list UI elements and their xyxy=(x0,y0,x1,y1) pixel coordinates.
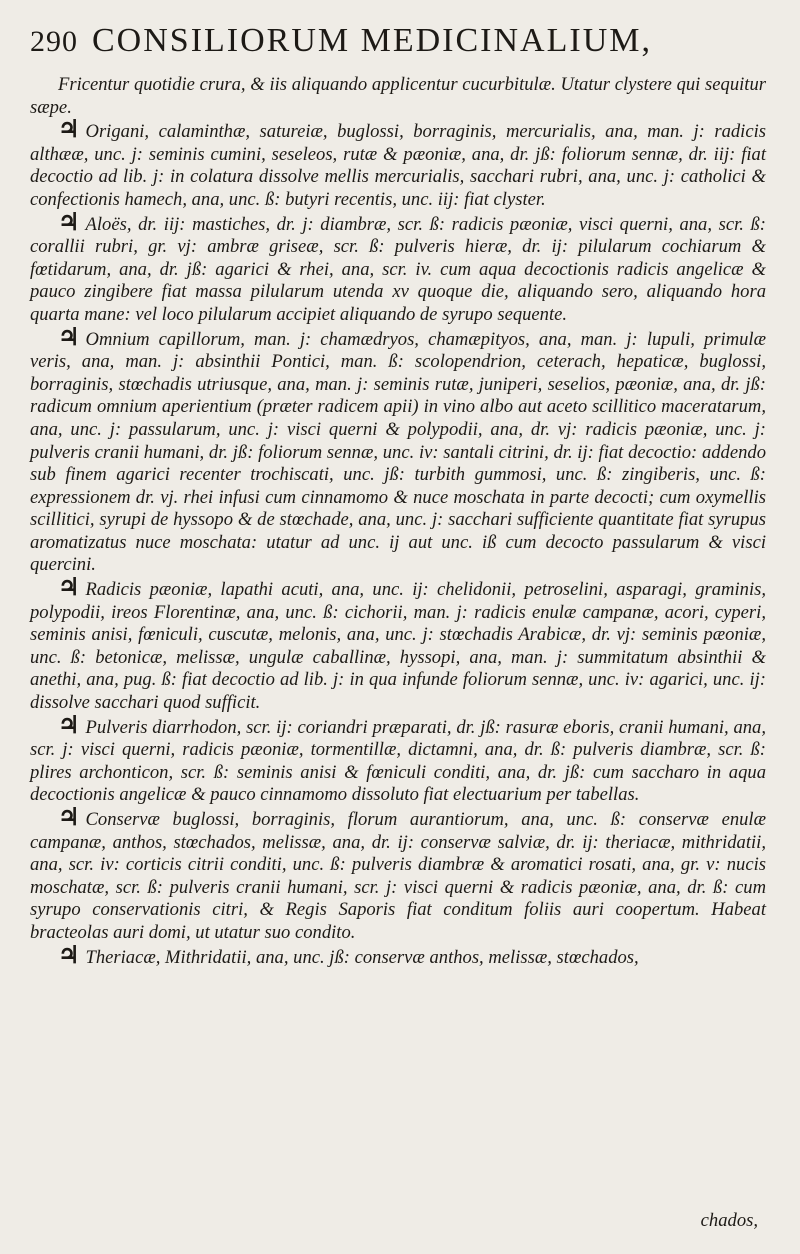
recipe-symbol-icon: ♃ xyxy=(58,805,80,831)
running-title: CONSILIORUM MEDICINALIUM, xyxy=(92,22,652,59)
paragraph xyxy=(30,74,766,119)
recipe-symbol-icon: ♃ xyxy=(58,117,80,144)
recipe-symbol-icon: ♃ xyxy=(58,209,80,236)
paragraph xyxy=(30,807,766,945)
recipe-symbol-icon: ♃ xyxy=(58,324,80,351)
paragraph-text: Origani, calaminthæ, satureiæ, buglossi, borraginis, mercurialis, ana, man. j: radicis althææ, unc. j: seminis cumini, seseleos, rutæ & pæoniæ, ana, dr. jß: foliorum sennæ, dr. iij: fiat decoctio ad lib. j: in colatura dissolve mellis mercurialis, sacchari rubri, ana, unc. j: catholici & confectionis hamech, ana, unc. ß: butyri recentis, unc. iij: fiat clyster. xyxy=(30,121,766,210)
paragraph xyxy=(30,324,766,578)
paragraph-text: Omnium capillorum, man. j: chamædryos, chamæpityos, ana, man. j: lupuli, primulæ veris, ana, man. j: absinthii Pontici, man. ß: scolopendrion, ceterach, hepaticæ, buglossi, borraginis, stœchadis utriusque, ana, man. j: seminis rutæ, juniperi, seselios, pæoniæ, ana, dr. jß: radicum omnium aperientium (præter radicem apii) in vino albo aut aceto scillitico maceratarum, ana, unc. j: passularum, unc. j: visci querni & polypodii, ana, dr. vj: radicis pæoniæ, unc. j: pulveris cranii humani, dr. jß: foliorum sennæ, unc. iv: santali citrini, dr. ij: fiat decoctio: addendo sub finem agarici recenter trochiscati, unc. jß: turbith gummosi, unc. ß: zingiberis, unc. ß: expressionem dr. vj. rhei infusi cum cinnamomo & nuce moschata in parte decocti; cum oxymellis scillitici, syrupi de hyssopo & de stœchade, ana, unc. j: sacchari sufficiente quantitate fiat syrupus aromatizatus nuce moschata: utatur ad unc. ij aut unc. iß cum decocto passularum & visci quercini. xyxy=(30,328,766,576)
paragraph xyxy=(30,209,766,327)
page-number: 290 xyxy=(30,25,78,58)
recipe-symbol-icon: ♃ xyxy=(58,712,80,739)
page-header xyxy=(30,22,766,60)
paragraph-text: Fricentur quotidie crura, & iis aliquando applicentur cucurbitulæ. Utatur clystere qui sequitur sæpe. xyxy=(30,74,766,118)
paragraph xyxy=(30,712,766,807)
paragraph xyxy=(30,119,766,211)
paragraph-text: Theriacæ, Mithridatii, ana, unc. jß: conservæ anthos, melissæ, stœchados, xyxy=(85,946,639,968)
paragraph-text: Conservæ buglossi, borraginis, florum aurantiorum, ana, unc. ß: conservæ enulæ campanæ, anthos, stœchados, melissæ, ana, dr. ij: conservæ salviæ, dr. ij: theriacæ, mithridatii, ana, scr. iv: corticis citrii conditi, unc. ß: pulveris diambræ & aromatici rosati, ana, gr. v: nucis moschatæ, scr. ß: pulveris cranii humani, scr. j: visci querni & radicis pæoniæ, ana, dr. ß: cum syrupo conservationis citri, & Regis Saporis fiat conditum foliis auri coopertum. Habeat bracteolas auri domi, ut utatur suo condito. xyxy=(30,809,766,943)
paragraph xyxy=(30,942,766,970)
paragraph-text: Pulveris diarrhodon, scr. ij: coriandri præparati, dr. jß: rasuræ eboris, cranii humani, ana, scr. j: visci querni, radicis pæoniæ, tormentillæ, dictamni, ana, dr. ß: pulveris diambræ, scr. ß: plires archonticon, scr. ß: seminis anisi & fœniculi conditi, ana, dr. jß: cum saccharo in aqua decoctionis angelicæ & pauco cinnamomo dissoluto fiat electuarium per tabellas. xyxy=(30,716,766,806)
catchword: chados, xyxy=(700,1210,758,1231)
body-text xyxy=(30,74,766,969)
paragraph xyxy=(30,577,766,715)
recipe-symbol-icon: ♃ xyxy=(58,942,80,969)
recipe-symbol-icon: ♃ xyxy=(58,575,80,602)
paragraph-text: Aloës, dr. iij: mastiches, dr. j: diambræ, scr. ß: radicis pæoniæ, visci querni, ana, scr. ß: corallii rubri, gr. vj: ambræ griseæ, scr. ß: pulveris hieræ, dr. ij: pilularum cochiarum & fœtidarum, ana, dr. jß: agarici & rhei, ana, scr. iv. cum aqua decoctionis radicis angelicæ & pauco zingibere fiat massa pilularum utenda xv quoque die, aliquando sero, aliquando hora quarta mane: vel loco pilularum accipiet aliquando de syrupo sequente. xyxy=(30,213,766,325)
paragraph-text: Radicis pæoniæ, lapathi acuti, ana, unc. ij: chelidonii, petroselini, asparagi, graminis, polypodii, ireos Florentinæ, ana, unc. ß: cichorii, man. j: radicis enulæ campanæ, acori, cyperi, seminis anisi, fœniculi, cuscutæ, melonis, ana, unc. j: stœchadis Arabicæ, dr. vj: seminis pæoniæ, unc. ß: betonicæ, melissæ, ungulæ caballinæ, hyssopi, ana, man. j: summitatum absinthii & anethi, ana, pug. ß: fiat decoctio ad lib. j: in qua infunde foliorum sennæ, unc. iv: agarici, unc. ij: dissolve sacchari quod sufficit. xyxy=(30,579,766,714)
